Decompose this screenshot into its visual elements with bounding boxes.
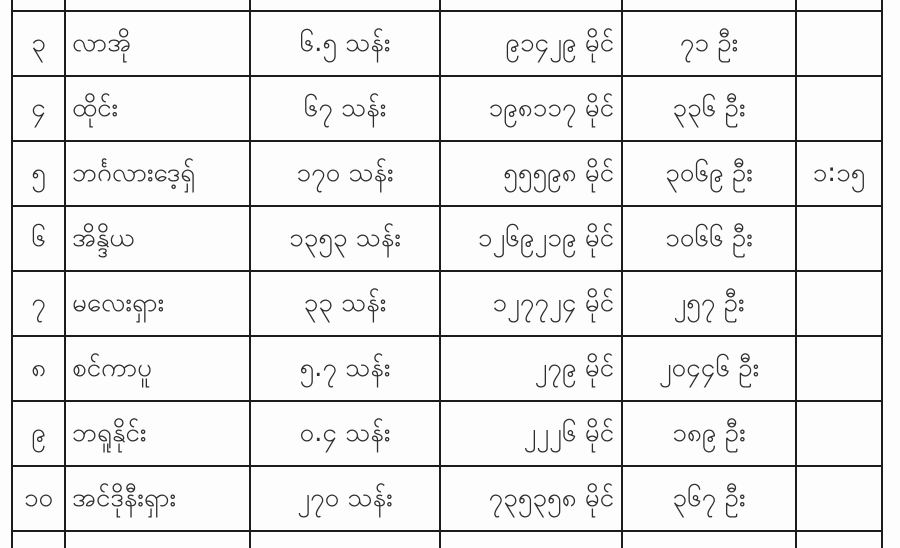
cell-ratio xyxy=(797,77,883,142)
cell-row-number: ၄ xyxy=(11,77,66,142)
cell-country-name: အိန္ဒိယ xyxy=(66,207,251,272)
country-statistics-table xyxy=(11,0,883,548)
cell-ratio xyxy=(797,207,883,272)
cell-area: ၂၂၂၆ မိုင် xyxy=(441,402,623,467)
cell-country-name: အင်ဒိုနီးရှား xyxy=(66,467,251,532)
cell-population: ၆၇ သန်း xyxy=(251,77,441,142)
cell-density: ၃၃၆ ဦး xyxy=(623,77,797,142)
cell-row-number: ၉ xyxy=(11,402,66,467)
cell-population: ၁၃၅၃ သန်း xyxy=(251,207,441,272)
table-cell-empty xyxy=(797,532,883,548)
cell-country-name: မလေးရှား xyxy=(66,272,251,337)
cell-area: ၉၁၄၂၉ မိုင် xyxy=(441,12,623,77)
table-cell-empty xyxy=(441,0,623,12)
cell-population: ၁၇၀ သန်း xyxy=(251,142,441,207)
table-cell-empty xyxy=(623,0,797,12)
cell-country-name: ထိုင်း xyxy=(66,77,251,142)
table-cell-empty xyxy=(623,532,797,548)
cell-population: ၀.၄ သန်း xyxy=(251,402,441,467)
cell-density: ၃၀၆၉ ဦး xyxy=(623,142,797,207)
cell-area: ၁၉၈၁၁၇ မိုင် xyxy=(441,77,623,142)
cell-population: ၅.၇ သန်း xyxy=(251,337,441,402)
cell-ratio xyxy=(797,337,883,402)
table-cell-empty xyxy=(66,532,251,548)
table-cell-empty xyxy=(797,0,883,12)
cell-row-number: ၁၀ xyxy=(11,467,66,532)
cell-density: ၁၀၆၆ ဦး xyxy=(623,207,797,272)
cell-area: ၁၂၇၇၂၄ မိုင် xyxy=(441,272,623,337)
cell-area: ၇၃၅၃၅၈ မိုင် xyxy=(441,467,623,532)
cell-row-number: ၇ xyxy=(11,272,66,337)
cell-ratio xyxy=(797,402,883,467)
cell-row-number: ၆ xyxy=(11,207,66,272)
cell-density: ၃၆၇ ဦး xyxy=(623,467,797,532)
cell-density: ၂၀၄၄၆ ဦး xyxy=(623,337,797,402)
cell-country-name: လာအို xyxy=(66,12,251,77)
cell-density: ၇၁ ဦး xyxy=(623,12,797,77)
cell-density: ၁၈၉ ဦး xyxy=(623,402,797,467)
cell-country-name: စင်ကာပူ xyxy=(66,337,251,402)
table-cell-empty xyxy=(66,0,251,12)
cell-area: ၅၅၅၉၈ မိုင် xyxy=(441,142,623,207)
cell-country-name: ဘင်္ဂလားဒေ့ရှ် xyxy=(66,142,251,207)
cell-ratio xyxy=(797,272,883,337)
cell-ratio xyxy=(797,467,883,532)
cell-population: ၆.၅ သန်း xyxy=(251,12,441,77)
cell-ratio xyxy=(797,12,883,77)
cell-area: ၂၇၉ မိုင် xyxy=(441,337,623,402)
table-cell-empty xyxy=(251,532,441,548)
cell-population: ၃၃ သန်း xyxy=(251,272,441,337)
cell-population: ၂၇၀ သန်း xyxy=(251,467,441,532)
table-cell-empty xyxy=(251,0,441,12)
cell-area: ၁၂၆၉၂၁၉ မိုင် xyxy=(441,207,623,272)
cell-ratio: ၁:၁၅ xyxy=(797,142,883,207)
table-cell-empty xyxy=(11,532,66,548)
cell-country-name: ဘရူနိုင်း xyxy=(66,402,251,467)
cell-row-number: ၈ xyxy=(11,337,66,402)
table-cell-empty xyxy=(441,532,623,548)
cell-row-number: ၅ xyxy=(11,142,66,207)
cell-density: ၂၅၇ ဦး xyxy=(623,272,797,337)
table-cell-empty xyxy=(11,0,66,12)
cell-row-number: ၃ xyxy=(11,12,66,77)
